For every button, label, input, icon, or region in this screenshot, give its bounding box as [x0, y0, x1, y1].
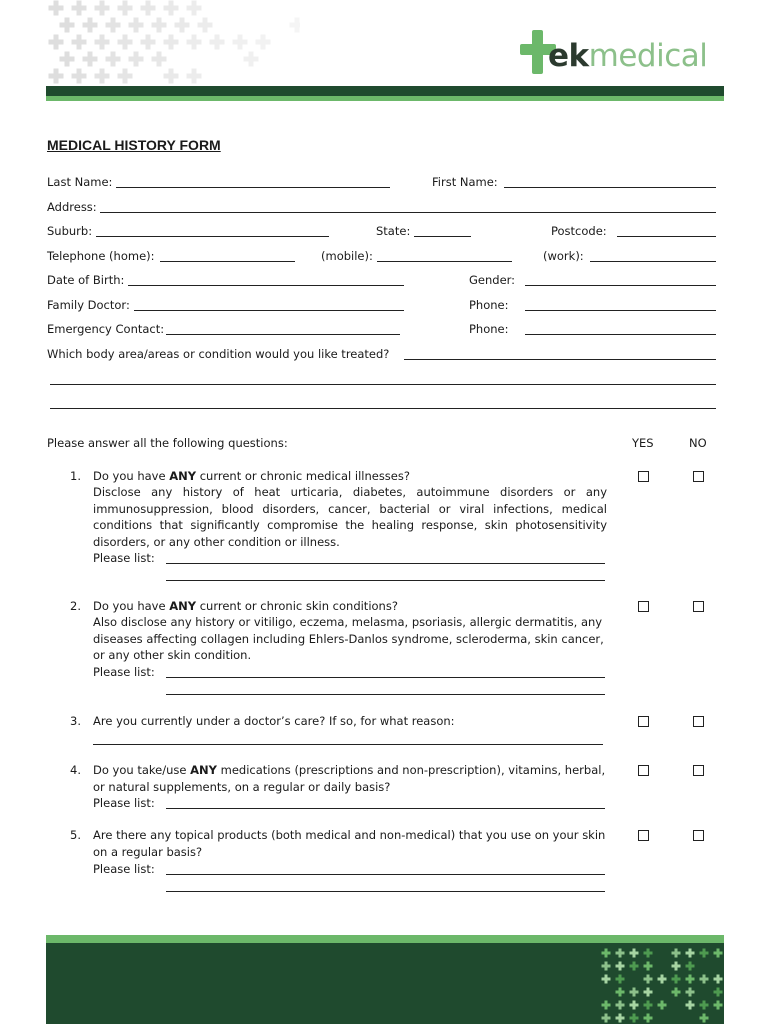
question-1-list-line-1[interactable] — [166, 563, 605, 564]
logo-ek-text: ek — [548, 38, 589, 74]
telephone-mobile-label: (mobile): — [321, 249, 373, 263]
question-1-text: Do you have ANY current or chronic medical illnesses? — [93, 469, 410, 483]
question-2-no-checkbox[interactable] — [693, 601, 704, 612]
body-area-label: Which body area/areas or condition would you like treated? — [47, 347, 390, 361]
family-doctor-field[interactable] — [134, 310, 404, 311]
question-4-yes-checkbox[interactable] — [638, 765, 649, 776]
question-3-no-checkbox[interactable] — [693, 716, 704, 727]
question-4-text: Do you take/use ANY medications (prescriptions and non-prescription), vitamins, herbal, or natural supplements, on a regular or daily basis? — [93, 763, 606, 794]
state-field[interactable] — [414, 236, 471, 237]
question-1-list-line-2[interactable] — [166, 580, 605, 581]
question-3-text: Are you currently under a doctor’s care? If so, for what reason: — [93, 714, 455, 728]
please-list-label: Please list: — [93, 796, 155, 810]
header-bar-light — [46, 96, 724, 101]
last-name-field[interactable] — [116, 187, 390, 188]
yes-column-header: YES — [632, 436, 654, 450]
question-number: 2. — [70, 599, 81, 613]
telephone-work-field[interactable] — [590, 261, 716, 262]
telephone-home-label: Telephone (home): — [47, 249, 155, 263]
question-4-no-checkbox[interactable] — [693, 765, 704, 776]
header-bar-dark — [46, 86, 724, 96]
question-number: 4. — [70, 763, 81, 777]
state-label: State: — [376, 224, 411, 238]
form-title: MEDICAL HISTORY FORM — [47, 137, 221, 153]
please-list-label: Please list: — [93, 551, 155, 565]
please-list-label: Please list: — [93, 862, 155, 876]
postcode-field[interactable] — [617, 236, 716, 237]
question-2-list-line-2[interactable] — [166, 694, 605, 695]
question-5-list-line-2[interactable] — [166, 891, 605, 892]
questions-intro: Please answer all the following questions: — [47, 436, 288, 450]
question-number: 3. — [70, 714, 81, 728]
no-column-header: NO — [689, 436, 707, 450]
question-1-yes-checkbox[interactable] — [638, 471, 649, 482]
logo-medical-text: medical — [588, 38, 708, 74]
header-cross-pattern — [46, 0, 300, 84]
suburb-label: Suburb: — [47, 224, 93, 238]
family-doctor-label: Family Doctor: — [47, 298, 130, 312]
footer-cross-pattern — [600, 945, 724, 1024]
question-5-text: Are there any topical products (both medical and non-medical) that you use on your skin on a regular basis? — [93, 828, 606, 859]
body-area-line-3[interactable] — [50, 408, 716, 409]
question-2-text: Do you have ANY current or chronic skin conditions? — [93, 599, 398, 613]
doctor-phone-label: Phone: — [469, 298, 509, 312]
body-area-field[interactable] — [404, 359, 716, 360]
gender-field[interactable] — [525, 285, 716, 286]
question-number: 1. — [70, 469, 81, 483]
gender-label: Gender: — [469, 273, 516, 287]
emergency-contact-label: Emergency Contact: — [47, 322, 165, 336]
address-field[interactable] — [100, 212, 716, 213]
suburb-field[interactable] — [96, 236, 329, 237]
question-1-no-checkbox[interactable] — [693, 471, 704, 482]
first-name-field[interactable] — [504, 187, 716, 188]
footer-bar-light — [46, 935, 724, 943]
question-2-yes-checkbox[interactable] — [638, 601, 649, 612]
question-3-yes-checkbox[interactable] — [638, 716, 649, 727]
dob-label: Date of Birth: — [47, 273, 125, 287]
question-5-yes-checkbox[interactable] — [638, 830, 649, 841]
ek-medical-logo — [518, 30, 718, 88]
address-label: Address: — [47, 200, 97, 214]
emergency-phone-label: Phone: — [469, 322, 509, 336]
telephone-work-label: (work): — [543, 249, 584, 263]
telephone-mobile-field[interactable] — [377, 261, 512, 262]
question-4-list-line[interactable] — [166, 808, 605, 809]
first-name-label: First Name: — [432, 175, 498, 189]
emergency-phone-field[interactable] — [525, 334, 716, 335]
please-list-label: Please list: — [93, 665, 155, 679]
emergency-contact-field[interactable] — [166, 334, 400, 335]
question-2-detail: Also disclose any history or vitiligo, eczema, melasma, psoriasis, allergic dermatitis, any diseases affecting collagen including Ehlers-Danlos syndrome, scleroderma, skin cancer, or any other skin condition. — [93, 615, 604, 662]
postcode-label: Postcode: — [551, 224, 607, 238]
question-2-list-line-1[interactable] — [166, 677, 605, 678]
dob-field[interactable] — [128, 285, 404, 286]
question-1-detail: Disclose any history of heat urticaria, diabetes, autoimmune disorders or any immunosuppression, blood disorders, cancer, bacterial or viral infections, medical conditions that significantly compromise the healing response, skin photosensitivity disorders, or any other condition or illness. — [93, 485, 607, 549]
doctor-phone-field[interactable] — [525, 310, 716, 311]
last-name-label: Last Name: — [47, 175, 113, 189]
question-5-list-line-1[interactable] — [166, 874, 605, 875]
question-5-no-checkbox[interactable] — [693, 830, 704, 841]
question-3-reason-line[interactable] — [93, 744, 603, 745]
question-number: 5. — [70, 828, 81, 842]
body-area-line-2[interactable] — [50, 384, 716, 385]
telephone-home-field[interactable] — [160, 261, 295, 262]
